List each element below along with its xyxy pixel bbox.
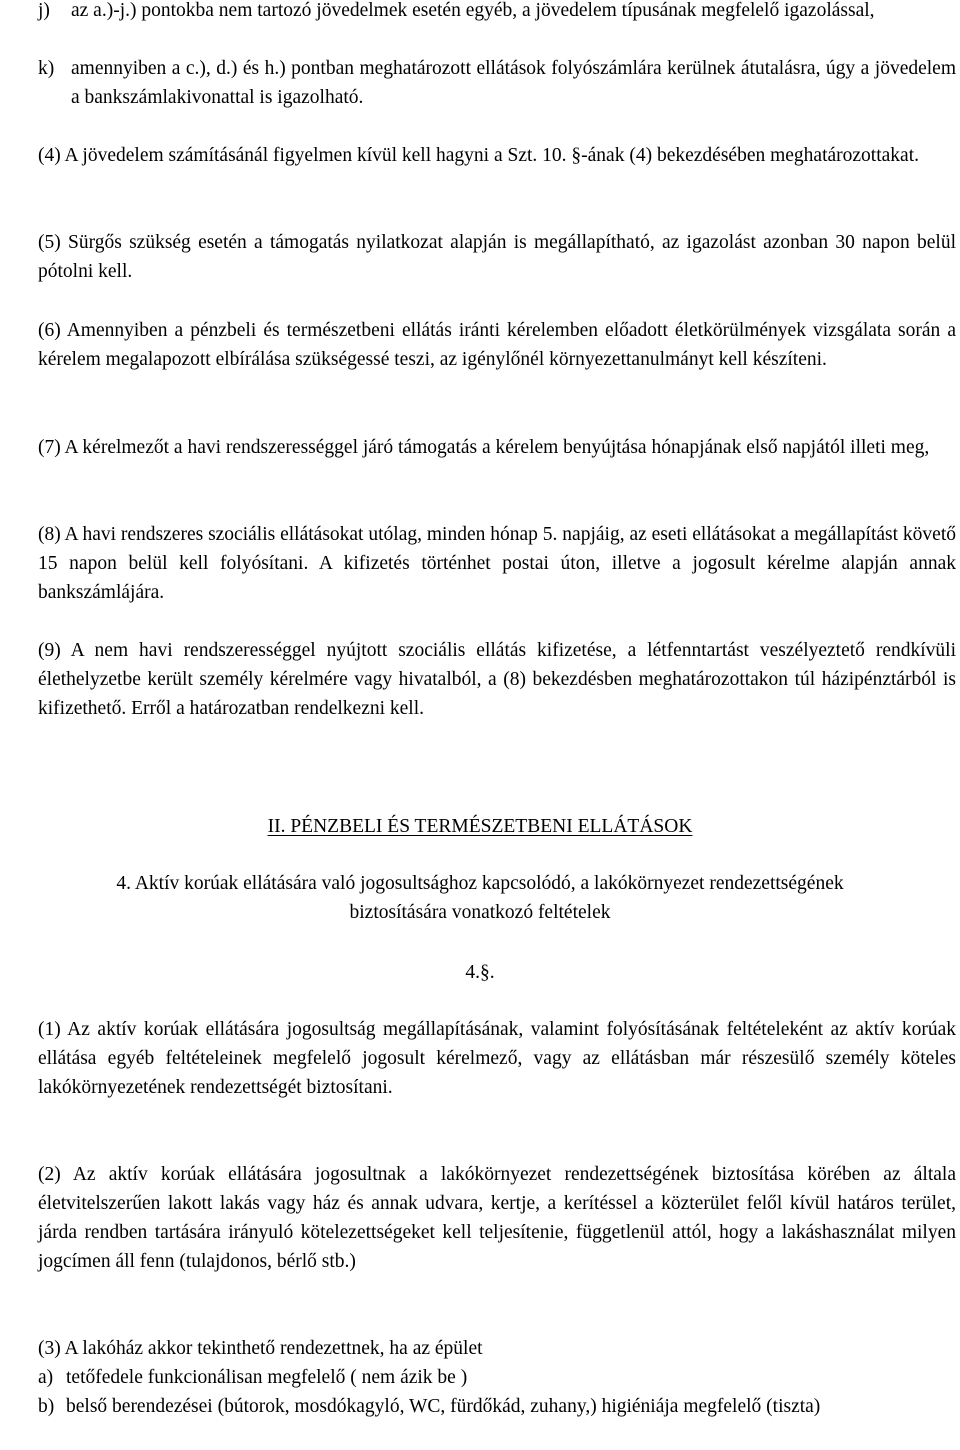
list-item-k — [38, 54, 956, 112]
list-item-text: tetőfedele funkcionálisan megfelelő ( nem ázik be ) — [66, 1367, 468, 1388]
article-number: 4.§. — [465, 962, 495, 983]
list-item-text: belső berendezései (bútorok, mosdókagyló, WC, fürdőkád, zuhany,) higiéniája megfelelő (tiszta) — [66, 1396, 821, 1417]
paragraph-5: (5) Sürgős szükség esetén a támogatás nyilatkozat alapján is megállapítható, az igazolást azonban 30 napon belül pótolni kell. — [38, 232, 956, 282]
subsection-title-line-1: 4. Aktív korúak ellátására való jogosultsághoz kapcsolódó, a lakókörnyezet rendezettségének — [116, 873, 844, 894]
paragraph-7: (7) A kérelmezőt a havi rendszerességgel járó támogatás a kérelem benyújtása hónapjának első napjától illeti meg, — [38, 437, 930, 458]
list-item-b — [38, 1392, 956, 1450]
section4-paragraph-3-intro: (3) A lakóház akkor tekinthető rendezettnek, ha az épület — [38, 1338, 483, 1359]
list-item-text: amennyiben a c.), d.) és h.) pontban meghatározott ellátások folyószámlára kerülnek átutalásra, úgy a jövedelem a bankszámlakivonattal is igazolható. — [71, 58, 956, 108]
list-item-j — [38, 0, 956, 54]
list-item-label: b) — [38, 1396, 55, 1417]
paragraph-6: (6) Amennyiben a pénzbeli és természetbeni ellátás iránti kérelemben előadott életkörülmények vizsgálata során a kérelem megalapozott elbírálása szükségessé teszi, az igénylőnél környezettanulmányt kell készíteni. — [38, 320, 956, 370]
paragraph-9: (9) A nem havi rendszerességgel nyújtott szociális ellátás kifizetése, a létfenntartást veszélyeztető rendkívüli élethelyzetbe került személy kérelmére vagy hivatalból, a (8) bekezdésben meghatározottakon túl házipénztárból is kifizethető. Erről a határozatban rendelkezni kell. — [38, 640, 956, 719]
subsection-title-line-2: biztosítására vonatkozó feltételek — [349, 902, 611, 923]
paragraph-4: (4) A jövedelem számításánál figyelmen kívül kell hagyni a Szt. 10. §-ának (4) bekezdésében meghatározottakat. — [38, 145, 919, 166]
paragraph-8: (8) A havi rendszeres szociális ellátásokat utólag, minden hónap 5. napjáig, az eseti ellátásokat a megállapítást követő 15 napon belül kell folyósítani. A kifizetés történhet postai úton, illetve a jogosult kérelme alapján annak bankszámlájára. — [38, 524, 956, 603]
section4-paragraph-1: (1) Az aktív korúak ellátására jogosultság megállapításának, valamint folyósításának feltételeként az aktív korúak ellátása egyéb feltételeinek megfelelő jogosult kérelmező, vagy az ellátásban már részesülő személy köteles lakókörnyezetének rendezettségét biztosítani. — [38, 1019, 956, 1098]
section4-paragraph-2: (2) Az aktív korúak ellátására jogosultnak a lakókörnyezet rendezettségének biztosítása körében az általa életvitelszerűen lakott lakás vagy ház és annak udvara, kertje, a kerítéssel a közterület felől kívül határos terület, járda rendben tartására irányuló kötelezettségeket kell teljesítenie, függetlenül attól, hogy a lakáshasználat milyen jogcímen áll fenn (tulajdonos, bérlő stb.) — [38, 1164, 956, 1272]
list-item-text: az a.)-j.) pontokba nem tartozó jövedelmek esetén egyéb, a jövedelem típusának megfelelő igazolással, — [71, 0, 875, 21]
list-item-a — [38, 1363, 956, 1392]
list-item-label: k) — [38, 58, 55, 79]
section-heading: II. PÉNZBELI ÉS TERMÉSZETBENI ELLÁTÁSOK — [267, 816, 693, 837]
list-item-label: j) — [38, 0, 50, 21]
list-item-label: a) — [38, 1367, 54, 1388]
